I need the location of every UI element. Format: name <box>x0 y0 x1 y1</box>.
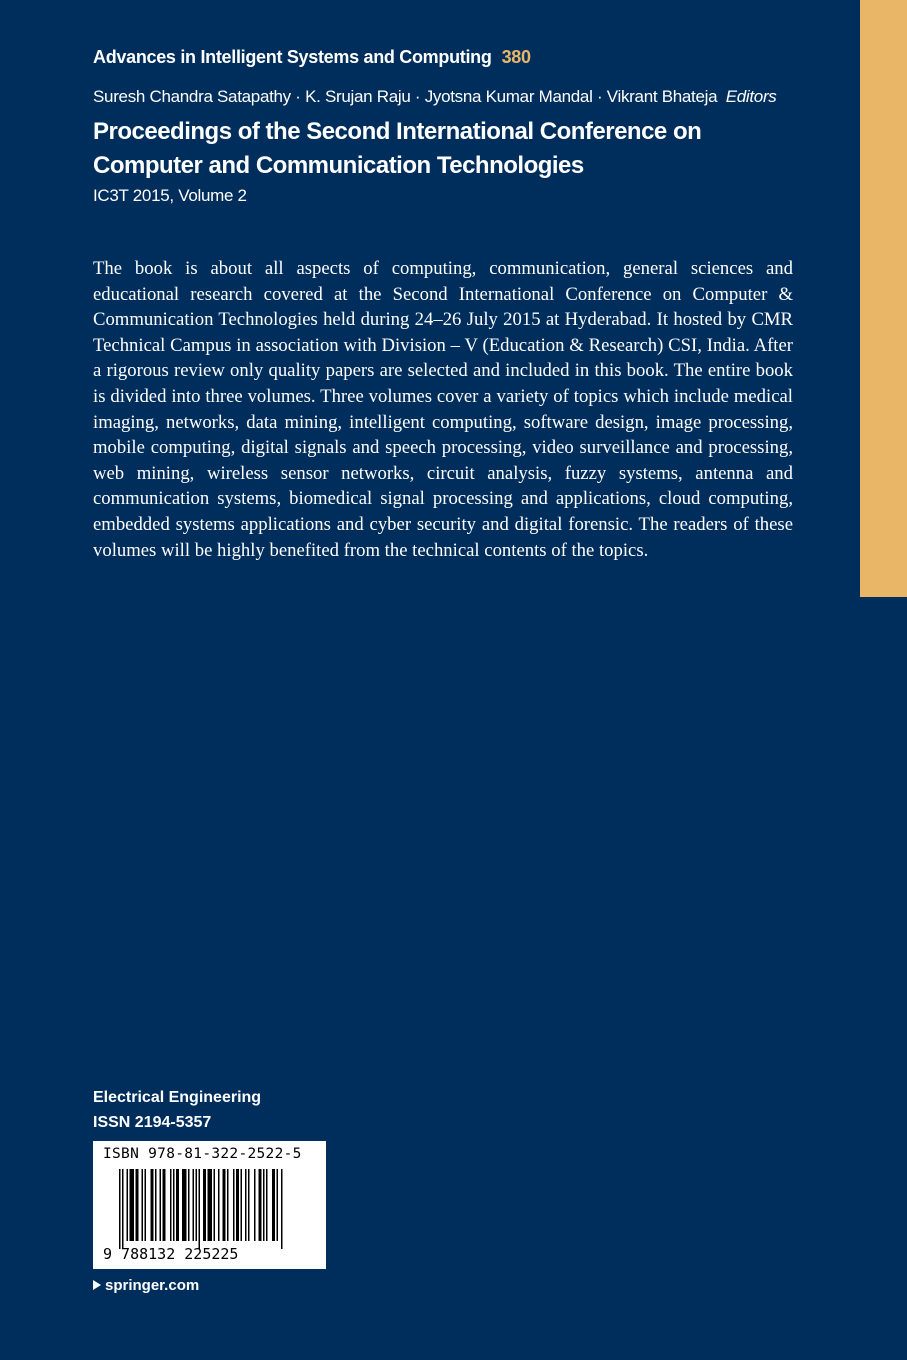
barcode-digits: 9 788132 225225 <box>103 1245 239 1263</box>
book-description: The book is about all aspects of computing, communication, general sciences and educational research covered at the Second International Conference on Computer & Communication Technologies held during 24–26 July 2015 at Hyderabad. It hosted by CMR Technical Campus in association with Division – V (Education & Research) CSI, India. After a rigorous review only quality papers are selected and included in this book. The entire book is divided into three volumes. Three volumes cover a variety of topics which include medical imaging, networks, data mining, intelligent computing, software design, image processing, mobile computing, digital signals and speech processing, video surveillance and processing, web mining, wireless sensor networks, circuit analysis, fuzzy systems, antenna and communication systems, biomedical signal processing and applications, cloud computing, embedded systems applications and cyber security and digital forensic. The readers of these volumes will be highly benefited from the technical contents of the topics. <box>93 258 793 561</box>
subject-category: Electrical Engineering <box>93 1089 262 1106</box>
book-title: Proceedings of the Second International Conference on Computer and Communication Technologies <box>93 118 702 179</box>
editors-role: Editors <box>725 87 777 106</box>
arrow-right-icon <box>93 1280 101 1290</box>
isbn-label: ISBN 978-81-322-2522-5 <box>103 1146 302 1162</box>
series-name: Advances in Intelligent Systems and Computing <box>93 47 492 67</box>
book-subtitle: IC3T 2015, Volume 2 <box>93 186 247 205</box>
publisher-link-text: springer.com <box>105 1277 200 1294</box>
spine-color-tab <box>860 0 907 597</box>
isbn-barcode <box>93 1141 326 1269</box>
series-line <box>93 47 531 68</box>
issn: ISSN 2194-5357 <box>93 1114 212 1131</box>
publisher-link[interactable] <box>93 1277 199 1294</box>
editor-names: Suresh Chandra Satapathy · K. Srujan Raju · Jyotsna Kumar Mandal · Vikrant Bhateja <box>93 87 718 106</box>
series-number: 380 <box>501 47 531 67</box>
editors-line <box>93 87 777 107</box>
